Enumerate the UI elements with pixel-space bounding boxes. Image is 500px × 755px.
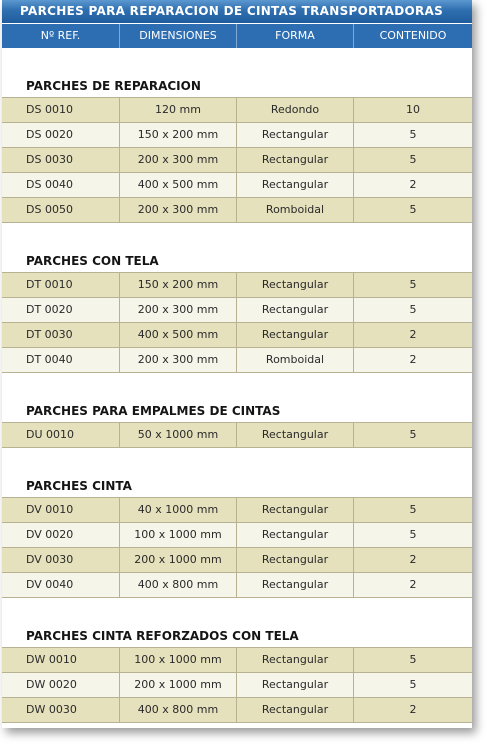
cell-content: 10: [406, 103, 420, 116]
cell-ref: DT 0010: [2, 273, 120, 297]
cell-shape: Rectangular: [237, 548, 354, 572]
table-row: [2, 548, 472, 573]
cell-ref: DT 0030: [2, 323, 120, 347]
table-row: [2, 573, 472, 598]
cell-ref: DS 0020: [2, 123, 120, 147]
cell-content: 2: [409, 703, 417, 716]
table-row: [2, 298, 472, 323]
cell-shape: Rectangular: [237, 273, 354, 297]
table-row: [2, 123, 472, 148]
cell-dimensions: 400 x 800 mm: [120, 698, 237, 722]
table-row: [2, 273, 472, 298]
cell-dimensions: 100 x 1000 mm: [120, 523, 237, 547]
cell-shape: Rectangular: [237, 573, 354, 597]
cell-content: 2: [409, 553, 417, 566]
cell-shape: Rectangular: [237, 148, 354, 172]
cell-dimensions: 50 x 1000 mm: [120, 423, 237, 447]
cell-ref: DW 0020: [2, 673, 120, 697]
section-block: [2, 223, 472, 373]
cell-shape: Rectangular: [237, 323, 354, 347]
cell-content: 2: [409, 578, 417, 591]
cell-ref: DU 0010: [2, 423, 120, 447]
cell-shape: Rectangular: [237, 298, 354, 322]
cell-shape: Rectangular: [237, 423, 354, 447]
table-row: [2, 523, 472, 548]
cell-content: 5: [409, 303, 417, 316]
cell-dimensions: 400 x 500 mm: [120, 323, 237, 347]
cell-ref: DV 0040: [2, 573, 120, 597]
cell-dimensions: 400 x 500 mm: [120, 173, 237, 197]
cell-dimensions: 200 x 1000 mm: [120, 673, 237, 697]
cell-content: 5: [409, 503, 417, 516]
cell-dimensions: 200 x 300 mm: [120, 348, 237, 372]
cell-dimensions: 200 x 1000 mm: [120, 548, 237, 572]
cell-shape: Rectangular: [237, 698, 354, 722]
cell-content: 5: [409, 128, 417, 141]
cell-dimensions: 150 x 200 mm: [120, 123, 237, 147]
cell-ref: DV 0030: [2, 548, 120, 572]
table-row: [2, 698, 472, 723]
section-title: PARCHES CON TELA: [2, 249, 472, 273]
section-title: PARCHES PARA EMPALMES DE CINTAS: [2, 399, 472, 423]
cell-dimensions: 40 x 1000 mm: [120, 498, 237, 522]
table-row: [2, 348, 472, 373]
table-row: [2, 173, 472, 198]
cell-shape: Rectangular: [237, 173, 354, 197]
cell-dimensions: 150 x 200 mm: [120, 273, 237, 297]
cell-dimensions: 120 mm: [120, 98, 237, 122]
table-row: [2, 498, 472, 523]
cell-dimensions: 400 x 800 mm: [120, 573, 237, 597]
table-row: [2, 648, 472, 673]
column-header-content: CONTENIDO: [379, 29, 447, 42]
cell-ref: DV 0010: [2, 498, 120, 522]
cell-content: 5: [409, 278, 417, 291]
table-title: PARCHES PARA REPARACION DE CINTAS TRANSPORTADORAS: [2, 0, 472, 23]
sections-container: [2, 49, 472, 723]
section-block: [2, 448, 472, 598]
cell-content: 2: [409, 178, 417, 191]
column-header-dimensions: DIMENSIONES: [120, 24, 237, 48]
section-title: PARCHES CINTA REFORZADOS CON TELA: [2, 624, 472, 648]
table-row: [2, 423, 472, 448]
column-header-shape: FORMA: [237, 24, 354, 48]
column-header-ref: Nº REF.: [2, 24, 120, 48]
cell-content: 5: [409, 428, 417, 441]
cell-content: 2: [409, 328, 417, 341]
cell-shape: Rectangular: [237, 523, 354, 547]
table-row: [2, 198, 472, 223]
cell-ref: DS 0040: [2, 173, 120, 197]
table-row: [2, 98, 472, 123]
column-header-row: [2, 23, 472, 49]
section-block: [2, 49, 472, 223]
cell-dimensions: 200 x 300 mm: [120, 198, 237, 222]
cell-ref: DW 0030: [2, 698, 120, 722]
cell-shape: Romboidal: [237, 198, 354, 222]
cell-ref: DV 0020: [2, 523, 120, 547]
table-row: [2, 148, 472, 173]
cell-content: 5: [409, 153, 417, 166]
cell-ref: DS 0030: [2, 148, 120, 172]
cell-content: 5: [409, 653, 417, 666]
cell-shape: Rectangular: [237, 648, 354, 672]
product-table-panel: [2, 0, 472, 728]
cell-content: 5: [409, 528, 417, 541]
section-title: PARCHES DE REPARACION: [2, 74, 472, 98]
cell-ref: DW 0010: [2, 648, 120, 672]
cell-ref: DT 0020: [2, 298, 120, 322]
cell-content: 5: [409, 678, 417, 691]
cell-dimensions: 200 x 300 mm: [120, 298, 237, 322]
section-block: [2, 598, 472, 723]
cell-dimensions: 100 x 1000 mm: [120, 648, 237, 672]
cell-ref: DT 0040: [2, 348, 120, 372]
cell-shape: Rectangular: [237, 498, 354, 522]
cell-dimensions: 200 x 300 mm: [120, 148, 237, 172]
section-block: [2, 373, 472, 448]
table-row: [2, 323, 472, 348]
cell-shape: Redondo: [237, 98, 354, 122]
table-row: [2, 673, 472, 698]
section-title: PARCHES CINTA: [2, 474, 472, 498]
cell-shape: Rectangular: [237, 123, 354, 147]
cell-ref: DS 0050: [2, 198, 120, 222]
cell-shape: Rectangular: [237, 673, 354, 697]
cell-shape: Romboidal: [237, 348, 354, 372]
cell-content: 5: [409, 203, 417, 216]
cell-content: 2: [409, 353, 417, 366]
cell-ref: DS 0010: [2, 98, 120, 122]
